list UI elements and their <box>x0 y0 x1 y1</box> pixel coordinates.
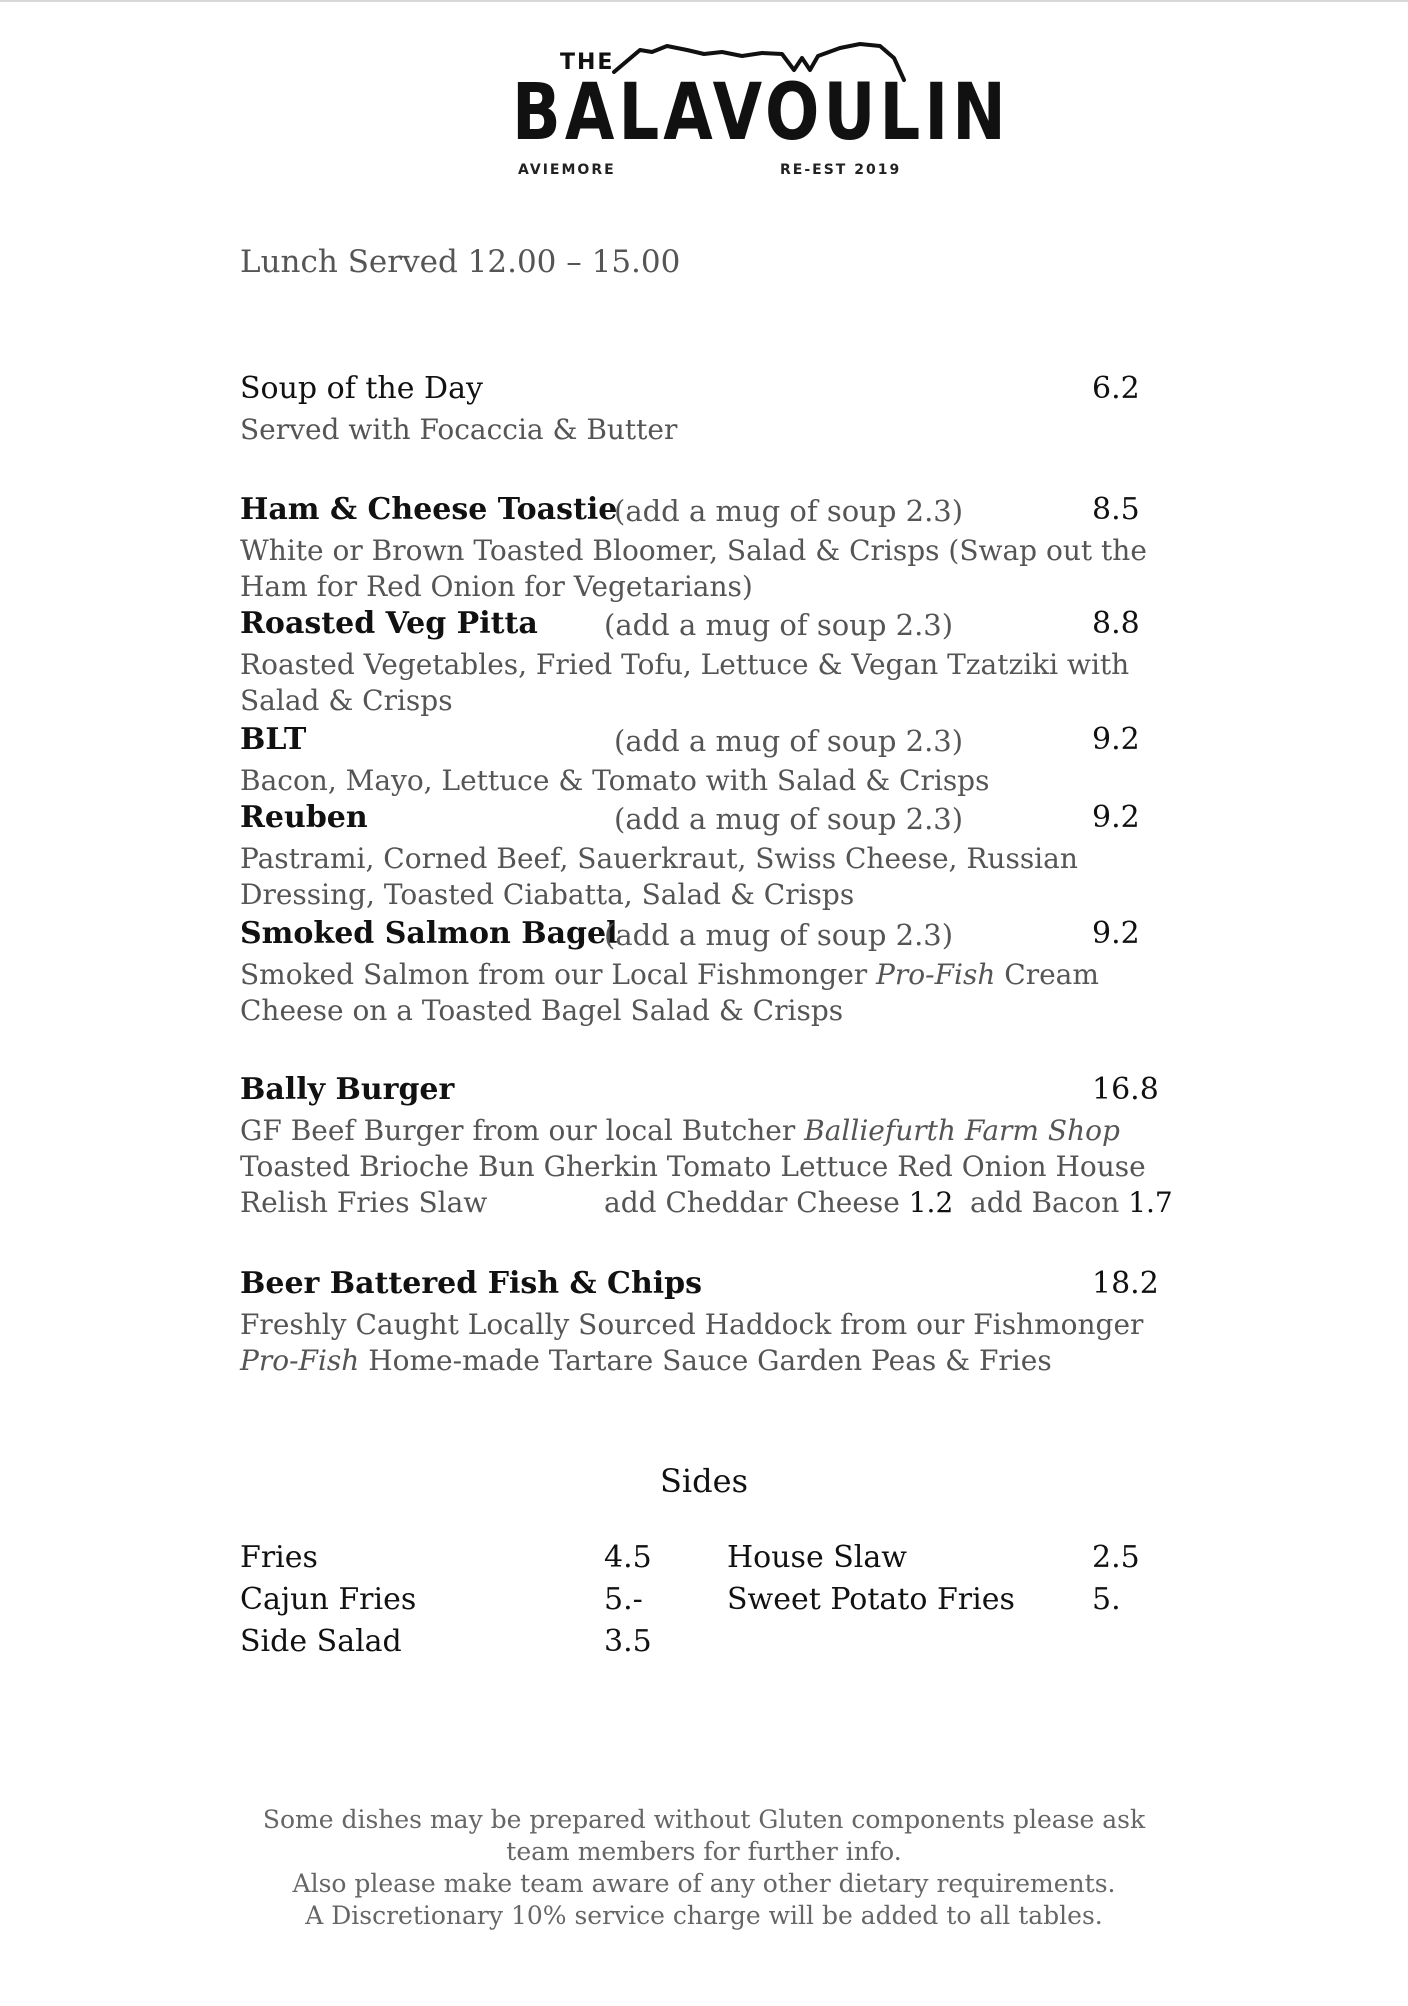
sides-heading: Sides <box>660 1462 748 1500</box>
footer-notes <box>240 1804 1168 1932</box>
item-desc-blt: Bacon, Mayo, Lettuce & Tomato with Salad & Crisps <box>240 764 990 797</box>
logo <box>512 40 1010 190</box>
item-name-soup: Soup of the Day <box>240 371 483 406</box>
item-desc-toastie: White or Brown Toasted Bloomer, Salad & Crisps (Swap out the Ham for Red Onion for Vegetarians) <box>240 534 1147 603</box>
footer-dietary-note: Also please make team aware of any other dietary requirements. <box>292 1869 1116 1898</box>
item-price-reuben: 9.2 <box>1092 800 1140 835</box>
footer-service-charge: A Discretionary 10% service charge will be added to all tables. <box>305 1901 1103 1930</box>
item-price-blt: 9.2 <box>1092 722 1140 757</box>
item-desc-burger: GF Beef Burger from our local Butcher Balliefurth Farm Shop Toasted Brioche Bun Gherkin Tomato Lettuce Red Onion House Relish Fries Slaw <box>240 1114 1146 1219</box>
supplier-name: Balliefurth Farm Shop <box>804 1114 1120 1147</box>
item-name-reuben: Reuben <box>240 800 368 835</box>
side-price: 5.- <box>604 1582 643 1617</box>
item-desc-reuben: Pastrami, Corned Beef, Sauerkraut, Swiss Cheese, Russian Dressing, Toasted Ciabatta, Salad & Crisps <box>240 842 1078 911</box>
item-name-toastie: Ham & Cheese Toastie <box>240 492 618 527</box>
item-price-burger: 16.8 <box>1092 1072 1159 1107</box>
supplier-name: Pro-Fish <box>876 958 996 991</box>
side-price: 4.5 <box>604 1540 652 1575</box>
side-name: Sweet Potato Fries <box>727 1582 1015 1617</box>
item-price-soup: 6.2 <box>1092 371 1140 406</box>
item-desc-pitta: Roasted Vegetables, Fried Tofu, Lettuce & Vegan Tzatziki with Salad & Crisps <box>240 648 1130 717</box>
add-soup-bagel: (add a mug of soup 2.3) <box>604 918 954 952</box>
add-soup-pitta: (add a mug of soup 2.3) <box>604 608 954 642</box>
burger-extra-cheese: add Cheddar Cheese 1.2 <box>604 1186 954 1219</box>
item-desc-fish-chips: Freshly Caught Locally Sourced Haddock from our Fishmonger Pro-Fish Home-made Tartare Sauce Garden Peas & Fries <box>240 1308 1144 1377</box>
item-name-pitta: Roasted Veg Pitta <box>240 606 538 641</box>
item-name-burger: Bally Burger <box>240 1072 455 1107</box>
item-price-toastie: 8.5 <box>1092 492 1140 527</box>
logo-name: BALAVOULIN <box>512 68 1010 158</box>
logo-location: AVIEMORE <box>518 162 616 178</box>
side-price: 3.5 <box>604 1624 652 1659</box>
item-desc-bagel: Smoked Salmon from our Local Fishmonger Pro-Fish Cream Cheese on a Toasted Bagel Salad & Crisps <box>240 958 1099 1027</box>
item-price-fish-chips: 18.2 <box>1092 1266 1159 1301</box>
add-soup-toastie: (add a mug of soup 2.3) <box>614 494 964 528</box>
item-name-bagel: Smoked Salmon Bagel <box>240 916 618 951</box>
side-price: 2.5 <box>1092 1540 1140 1575</box>
side-name: House Slaw <box>727 1540 907 1575</box>
item-name-fish-chips: Beer Battered Fish & Chips <box>240 1266 703 1301</box>
side-name: Fries <box>240 1540 318 1575</box>
logo-established: RE-EST 2019 <box>780 162 902 178</box>
side-price: 5. <box>1092 1582 1121 1617</box>
logo-the: THE <box>560 50 615 75</box>
supplier-name: Pro-Fish <box>240 1344 360 1377</box>
item-price-bagel: 9.2 <box>1092 916 1140 951</box>
side-name: Side Salad <box>240 1624 402 1659</box>
add-soup-blt: (add a mug of soup 2.3) <box>614 724 964 758</box>
item-price-pitta: 8.8 <box>1092 606 1140 641</box>
lunch-hours: Lunch Served 12.00 – 15.00 <box>240 244 681 280</box>
top-border <box>0 0 1408 2</box>
side-name: Cajun Fries <box>240 1582 417 1617</box>
add-soup-reuben: (add a mug of soup 2.3) <box>614 802 964 836</box>
item-name-blt: BLT <box>240 722 307 757</box>
burger-extra-bacon: add Bacon 1.7 <box>970 1186 1173 1219</box>
footer-gluten-note: Some dishes may be prepared without Gluten components please ask team members for further info. <box>262 1805 1146 1866</box>
item-desc-soup: Served with Focaccia & Butter <box>240 413 678 446</box>
